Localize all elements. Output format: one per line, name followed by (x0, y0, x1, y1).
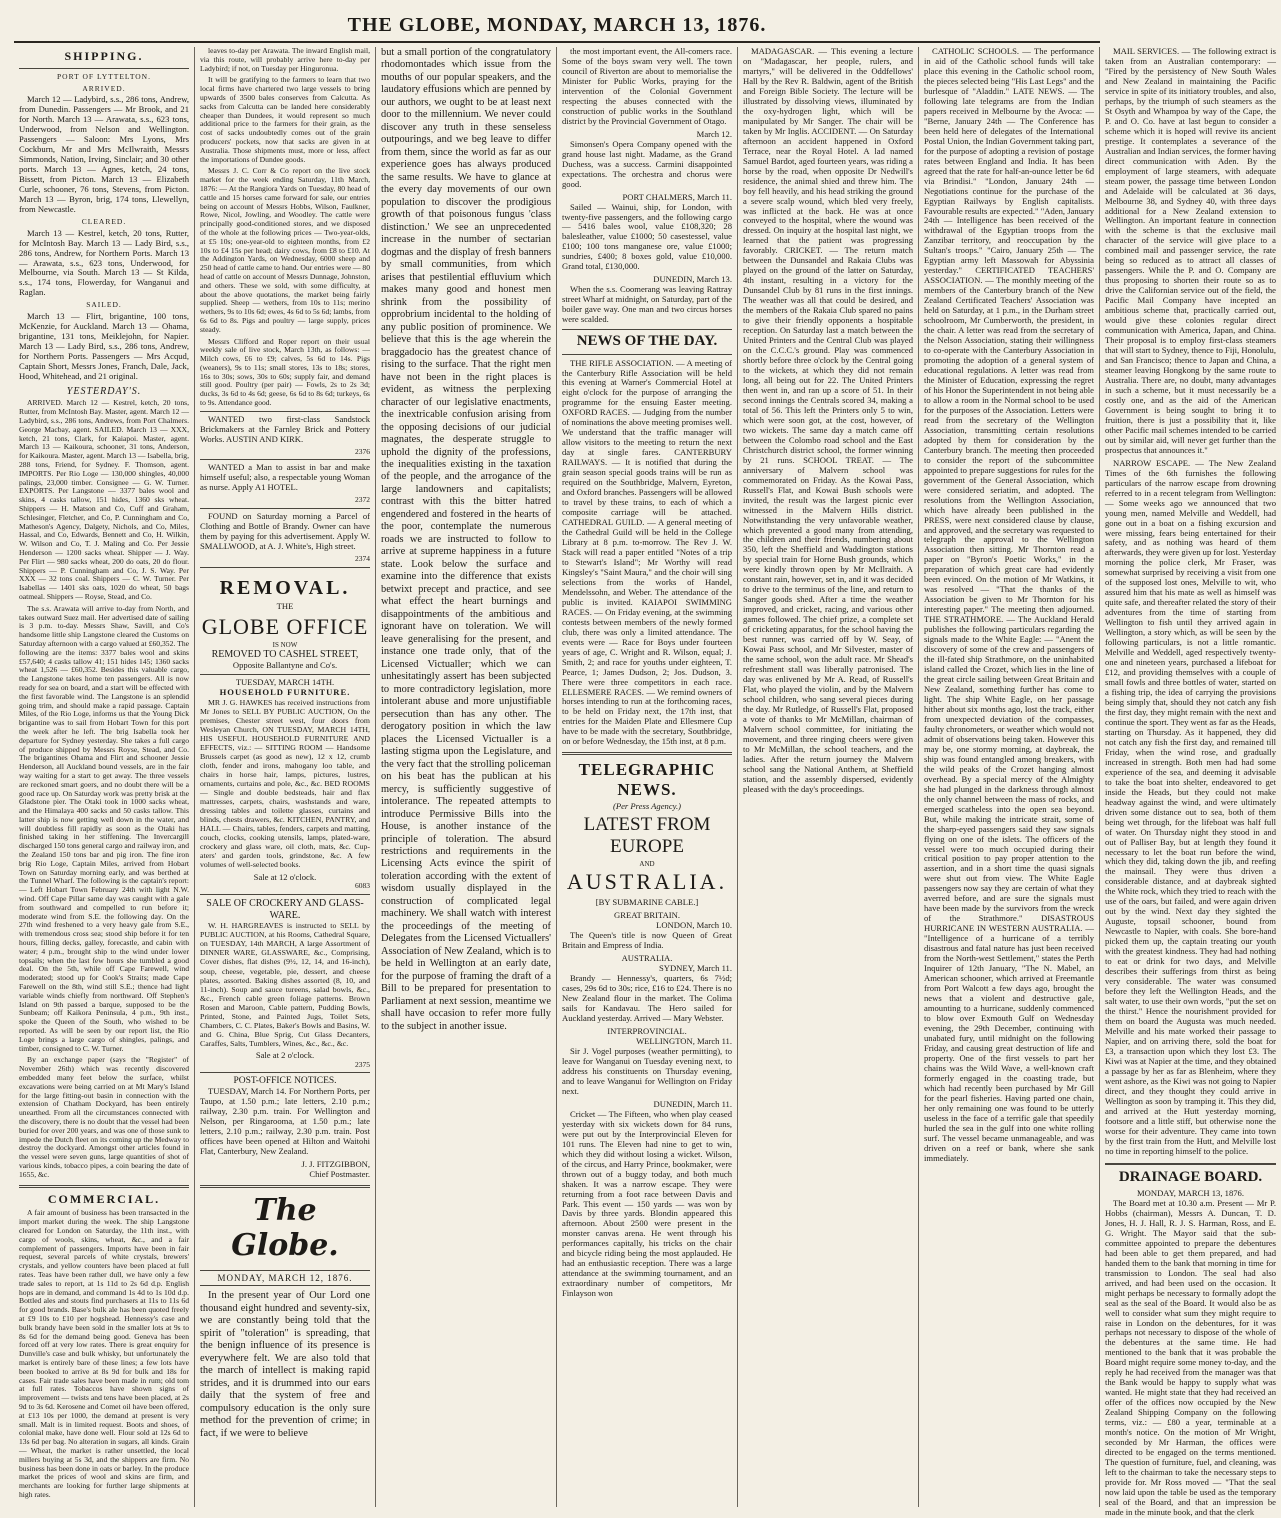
tele-agency: (Per Press Agency.) (612, 800, 681, 811)
post-heading: POST-OFFICE NOTICES. (233, 1076, 337, 1087)
narrow-escape-text: NARROW ESCAPE. — The New Zealand Times of the 6th furnishes the following particulars of the narrow escape from drowning referred to in a recent telegram from Wellington: — Some weeks ago we announced that two young men, named Melville and Weddell, had gone out in a boat on a fishing excursion and were missing, fears being entertained for their safety, and as nothing was heard of them afterwards, they were given up for lost. Yesterday morning the police clerk, Mr Fraser, was somewhat surprised by receiving a visit from one of the supposed lost ones, Melville to wit, who assured him that his mate as well as himself was quite safe, and thereafter related the story of their adventures from the time of starting from Wellington to fish until they arrived again in Wellington, a story which, as will be seen by the following particulars, is not a little romantic. Melville and Weddell, aged respectively twenty-one and nineteen years, purchased a lifeboat for £12, and providing themselves with a couple of small fowls and three bottles of water, started on a fishing trip, the idea of carrying the provisions being simply that, should they not catch any fish the first day, they might remain with the next and continue the sport. They went as far as the Heads, starting on Thursday. As it happened, they did not catch any fish the first day, and remained till Friday, when the wind rose, and gradually increased in strength. Both men had had some experience of the sea, and deeming it advisable to take the boat into shelter, endeavored to get inside the Heads, but they could not make headway against the wind, and were ultimately driven some distance out to sea, both of them being wet through, for the lifeboat was half full of water. On Thursday night they stood in and out of Palliser Bay, but at length they found it necessary to let the boat run before the wind, which they did, taking down the jib, and reefing the mainsail. They were thus driven a considerable distance, and at daybreak sighted the White rock, which they tried to reach with the use of the oars, but failed, and were again driven out by the wind. Next day they sighted the Auguste, topsail schooner, bound from Newcastle to Napier, with coals. She bore-hand picked them up, the captain treating our youth with the greatest kindness. They had had nothing to eat or drink for two days, and Melville describes their sufferings from thirst as being very considerable. The water was consumed before they left the Wellington Heads, and the salt water, to use their own words, "put the set on the thirst." Hence the nourishment provided for them on board the Augusta was much needed. Melville and his mate worked their passage to Napier, and on arriving there, sold the boat for £3, a transaction upon which they lost £3. The Kiwi was at Napier at the time, and they obtained a passage by her as far as Blenheim, where they went ashore, as the Kiwi was not going to Napier direct, and they thought they could arrive in Wellington as soon by tramping it. This they did, and arrived at the Hutt yesterday morning, footsore and a little stiff, but otherwise none the worse for their adventure. They came into town by the first train from the Hutt, and Melville lost no time in reporting himself to the police. (1105, 457, 1276, 1156)
ad-number: 2372 (355, 495, 370, 505)
tele-gb-date: LONDON, March 10. (656, 920, 732, 931)
tele-dun-text: Cricket — The Fifteen, who when play ceased yesterday with six wickets down for 84 runs, were put out by the Interprovincial Eleven for 101 runs. The Eleven had nine to get to win, which they did without losing a wicket. Wilson, of the circus, and Harry Prince, bookmaker, were thrown out of a buggy today, and both much shaken. It was a narrow escape. They were returning from a foot race between Davis and Park. This event — 150 yards — was won by Davis by three yards. Blondin appeared this afternoon. About 2500 were present in the monster canvas arena. He went through his performances capitally, his tricks on the chair and bicycle riding being the most applauded. He had an enthusiastic reception. There was a large attendance at the swimming tournament, and an extraordinary number of competitors, Mr Finlayson won (562, 1108, 732, 1299)
shipping-notes: The s.s. Arawata will arrive to-day from North, and takes outward Suez mail. Her advertised date of sailing is 3 p.m. to-day. Messrs Shaw, Savill, and Co's handsome little ship Langstone cleared the Customs on Saturday afternoon with a cargo valued at £60,352. The following are the items: 3377 bales wool and skins £57,640; 4 casks tallow 41; 151 hides 145; 1360 sacks wheat 1,526 — £60,352. Besides this valuable cargo, the Langstone takes home ten passengers. All is now ready for sea on board, and a start will be effected with the first favorable wind. The Langstone is an splendid going trim, and should make a rapid passage. Captain Miles, of the Rio Loge, informs us that the Young Dick brigantine was to sail from Hobart Town for this port the week after he left. The brig Isabella took her departure for Sydney yesterday. She takes a full cargo of produce shipped by Messrs Royse, Stead, and Co. The brigantines Ohama and Flirt and schooner Jessie Henderson, all Auckland bound vessels, are in the fair way waiting for a start to get away. The three vessels are reckoned smart goers, and no doubt there will be a good race up. On Saturday work was pretty brisk at the Gladstone pier. The Otaki took in 1000 sacks wheat, and the Himalaya 400 sacks and 50 casks tallow. This latter ship is now getting well down in the water, and will doubtless fill rapidly as soon as the Otaki has finished taking in her stiffening. The Invercargill discharged 150 tons general cargo and railway iron, and the Zealand 150 tons bar and pig iron. The fine iron brig Rio Loge, Captain Miles, arrived from Hobart Town on Saturday morning early, and was berthed at the Tunnel Wharf. The following is the captain's report: — Left Hobart Town February 24th with light N.W. wind. Off Cape Pillar same day was caught with a gale from southward and compelled to run before it; moderate wind from S.E. the following day. On the 27th wind freshened to a very heavy gale from S.E., with tremendous cross sea; stood ship before it for ten hours, filling decks, galley, forecastle, and cabin with water; 4 p.m., brought ship to the wind under lower topsails; when the last few hours she tumbled a good deal. On the 5th, while off Cape Farewell, wind moderated; stood up for Cook's Straits; made Cape Farewell on the 8th, wind still S.E.; thence had light variable winds chiefly from northward. Off Stephen's Island on 9th passed a barque, supposed to be the Sunbeam; off Kaikora Peninsula, 4 p.m., 9th inst., spoke the Queen of the South, who wished to be reported. As will be seen by our report list, the Rio Loge brings a large cargo of shingles, palings, and timber, consigned to C. W. Turner. (19, 603, 189, 1053)
dunedin-text: When the s.s. Coomerang was leaving Rattray street Wharf at midnight, on Saturday, part of the boiler gave way. One man and two circus horses were scalded. (562, 284, 732, 325)
mail-text: leaves to-day per Arawata. The inward English mail, via this route, will probably arrive here to-day per Ladybird; if not, on Tuesday per Hinguronua. (200, 46, 370, 73)
commercial-text: A fair amount of business has been transacted in the import market during the week. The ship Langstone cleared for London on Saturday, the 11th inst., with cargo of wools, skins, wheat, &c., and a fair complement of passengers. Imports have been in fair request, several parcels of white crystals, brewers' crystals, and yellow counters have been placed at full rates. Teas have been rather dull, we have only a few trade sales to report, at 1s 11d to 2s 6d d.p. English hops are in demand, and command 1s 4d to 1s 10d d.p. Bottled ales and stouts find purchasers at 11s to 11s 6d for good brands. Base's bulk ale has been quoted freely at £9 10s to £10 per hogshead. Hennessy's case and bulk brandy have been sold in the smaller lots at 9s to 8s 6d for the demand being good. Geneva has been forced off at very low rates. There is great enquiry for Dunville's case and bulk whisky, but unfortunately the market is entirely bare of these lines; a few lots have been booked to arrive at 8s 9d for bulk and 18s for cases. Fair trade sales have been made in rum; old tom at full rates. Tobaccos have shown signs of improvement — twists and tens have been placed, at 2s 9d to 3s 6d. Kerosene and Comet oil have been offered, at £13 10s per 1000, the demand at present is very small. Malt is in limited request. Boots and shoes, of colonial make, have done well. Flour sold at 12s 6d to 13s 6d per bag. No alteration in sugars, all kinds. Grain — Wheat, the market is rather unsettled, the local millers buying at 5s 3d, and the shippers are firm. No business has been done in oats or barley. In the produce market the prices of wool and skins are firm, and merchants are looking for further large shipments at high rates. (19, 1208, 189, 1499)
cleared-text: March 13 — Kestrel, ketch, 20 tons, Rutter, for McIntosh Bay. March 13 — Lady Bird, s.s., 286 tons, Andrew, for Northern Ports. March 13 — Arawata, s.s., 623 tons, Underwood, for Melbourne, via South. March 13 — St Kilda, s.s., 174 tons, Flowerday, for Wanganui and Raglan. (19, 227, 189, 298)
divider (19, 68, 189, 69)
mail-services-text: MAIL SERVICES. — The following extract is taken from an Australian contemporary: — "Fired by the persistency of New South Wales and New Zealand in maintaining the Pacific service in spite of its initiatory troubles, and also, perhaps, by the triumph of such steamers as the St Osyth and Whampoa by way of the Cape, the P. and O. Co. have at last begun to consider a scheme which it is hoped will revive its ancient prestige. It contemplates a severance of the Australian and Indian services, the former having direct communication with Aden. By the employment of large steamers, with adequate steam power, the passage time between London and Adelaide will be calculated at 36 days, Melbourne 38, and Sydney 40, with three days additional for a New Zealand extension to Wellington. An important feature in connection with the scheme is that the exclusive mail character of the service will give place to a combined mail and passenger service, the rate being so reduced as to attract all classes of passengers. While the P. and O. Company are thus proposing to shorten their route so as to drive the Californian service out of the field, the Pacific Mail Company have incepted an ambitious scheme that, practically carried out, would give these colonies regular direct communication with America, Japan, and China. Their proposal is to employ first-class steamers that will start to Sydney, thence to Fiji, Honolulu, and San Francisco; thence to Japan and China, a steamer leaving Hongkong by the same route to Australia. There are, no doubt, many advantages in such a scheme, but it must necessarily be a costly one, and as the aid of the American Government is being sought to bring it to fruition, there is just a possibility that it, like other Pacific mail schemes intended to be carried out by similar aid, will never get further than the prospectus that announces it." (1105, 46, 1276, 455)
divider (200, 1185, 370, 1188)
ad-number: 6083 (355, 881, 370, 891)
masthead: THE GLOBE, MONDAY, MARCH 13, 1876. (14, 8, 1100, 43)
ad-number: 2376 (355, 446, 370, 456)
sale-heading: HOUSEHOLD FURNITURE. (219, 686, 351, 697)
column-1 (14, 47, 195, 1507)
removal-heading: REMOVAL. (219, 576, 351, 599)
drainage-text: The Board met at 10.30 a.m. Present — Mr P. Hobbs (chairman), Messrs A. Duncan, T. D. Jones, H. J. Hall, R. J. S. Harman, Ross, and E. G. Wright. The Mayor said that the sub-committee appointed to prepare the debentures had been able to get them prepared, and had handed them to the bank that morning in time for transmission to London. The seal had also arrived, and had been used on the occasion. It might perhaps be necessary to formally adopt the seal as the seal of the Board. It would also be as well to consider what sum they might require to raise in London on the debentures, for it was perhaps not necessary to dispose of the whole of the debentures at the same time. He had mentioned to the bank that it was probable the Board might require some money to-day, and the reply he had received from the manager was that the Bank would be happy to supply what was wanted. He might state that they had received an offer of the offices now occupied by the New Zealand Shipping Company on the following terms, viz.: — £80 a year, terminable at a month's notice. On the motion of Mr Wright, seconded by Mr Harman, the offices were directed to be engaged on the terms mentioned. The question of furniture, fuel, and cleaning, was left to the chairman to take the necessary steps to provide for. Mr Ross moved — "That the seal now laid upon the table be used as the temporary seal of the Board, and that an impression be made in the minute book, and that the clerk (1105, 1197, 1276, 1517)
the-globe-title: The Globe. (231, 1193, 339, 1263)
clifford-text: Messrs Clifford and Roper report on their usual weekly sale of live stock, March 13th, as follows: — Milch cows, £6 to £9; calves, 5s 6d to 14s. Pigs (weaners), 9s to 11s; small stores, 13s to 18s; stores, 16s to 30s; sows, 30s to 60s; supply fair, and demand still good. Poultry (per pair) — Fowls, 2s to 2s 3d; ducks, 3s 6d to 4s 6d; geese, 6s 6d to 8s 6d; turkeys, 6s to 9s. Attendance good. (200, 336, 370, 408)
removal-address: REMOVED TO CASHEL STREET, (211, 649, 359, 661)
sailed-heading: SAILED. (86, 300, 122, 310)
drainage-board-heading: DRAINAGE BOARD. (1105, 1163, 1276, 1186)
sale-text: MR J. G. HAWKES has received instructions from Mr Jones to SELL BY PUBLIC AUCTION, On the premises, Chester street west, four doors from Wesleyan Church, ON TUESDAY, MARCH 14TH, HIS USEFUL HOUSEHOLD FURNITURE AND EFFECTS, viz.: — SITTING ROOM — Handsome Brussels carpet (as good as new), 12 x 12, crumb cloth, fender and irons, mahogany loo table, and chairs in horse hair, lamps, pictures, lustres, ornaments, curtains and pole, &c., &c. BED ROOMS — Single and double bedsteads, hair and flax mattresses, carpets, chairs, washstands and ware, dressing tables and toilette glasses, curtains and blinds, chests drawers, &c. KITCHEN, PANTRY, and HALL — Chairs, tables, fenders, carpets and matting, couch, clocks, cooking utensils, lamps, plated-ware, crockery and glass ware, oil cloth, mats, &c. Cup-aters' and garden tools, grindstone, &c. A few volumes of well-selected books. (200, 697, 370, 870)
tele-cable: [BY SUBMARINE CABLE.] (595, 897, 699, 908)
shipping-continued: the most important event, the All-comers race. Some of the boys swam very well. The town council of Riverton are about to memorialise the Minister for Public Works, praying for the intervention of the Colonial Government respecting the abuses connected with the construction of public works in the Southland district by the Provincial Government of Otago. (562, 46, 732, 126)
dateline: MONDAY, MARCH 12, 1876. (200, 1270, 370, 1286)
crockery-text: W. H. HARGREAVES is instructed to SELL by PUBLIC AUCTION, at his Rooms, Cathedral Square, on TUESDAY, 14th MARCH, A large Assortment of DINNER WARE, GLASSWARE, &c., Comprising, Cover dishes, flat dishes (9½, 12, 14, and 16-inch), soup, cheese, vegetable, pie, dessert, and cheese plates, assorted. Baking dishes assorted (8, 10, and 11-inch). Soup and sauce tureens, salad bowls, &c., &c., French cable green foliage patterns. Brown Rosen and Maroon, Cable pattern, Pudding Bowls, Printed, Stone, and Painted Jugs, Toilet Sets, Chambers, C. C. Plates, Baker's Bowls and Basins, W. and G. China, Blue Sprig, Cut Glass Decanters, Caraffes, Salts, Tumblers, Wines, &c., &c., &c. (200, 921, 370, 1048)
sale-footer: Sale at 12 o'clock. (253, 871, 317, 882)
yesterday-heading: YESTERDAY'S. (66, 385, 142, 397)
port-heading: PORT OF LYTTELTON. (57, 71, 151, 81)
tele-au-date: SYDNEY, March 11. (658, 963, 732, 974)
sale-date: TUESDAY, MARCH 14TH. (235, 676, 335, 687)
ad-wanted-man (200, 459, 370, 505)
columns (14, 46, 1276, 1517)
column-6 (919, 47, 1100, 1507)
sailed-text: March 13 — Flirt, brigantine, 100 tons, McKenzie, for Auckland. March 13 — Ohama, brigantine, 131 tons, Meiklejohn, for Napier. March 13 — Lady Bird, s.s., 286 tons, Andrew, for Northern Ports. Passengers — Mrs Acqud, Captain Short, Messrs Jones, Franch, Dale, Jack, Hood, Whitehead, and 21 original. (19, 311, 189, 381)
post-text: TUESDAY, March 14. For Northern Ports, per Taupo, at 1.50 p.m.; late letters, 2.10 p.m.; railway, 2.30 p.m. train. For Wellington and Nelson, per Ringarooma, at 1.50 p.m.; late letters, 2.10 p.m.; railway, 2.30 p.m. train. Post offices have been opened at Hilton and Waitohi Flat, Canterbury, New Zealand. (200, 1086, 370, 1157)
ad-found-parcel (200, 508, 370, 564)
opera-text: Simonsen's Opera Company opened with the grand house last night. Madame, as the Grand Duchess, was a success. Carmini disappointed expectations. The orchestra and chorus were good. (562, 138, 732, 189)
ad-number: 2375 (355, 1059, 370, 1069)
news-continued: MADAGASCAR. — This evening a lecture on "Madagascar, her people, rulers, and martyrs," will be delivered in the Oddfellows' Hall by the Rev R. Baldwin, agent of the British and Foreign Bible Society. The lecture will be illustrated by dissolving views, illuminated by the oxy-hydrogen light, which will be manipulated by Mr Sanger. The chair will be taken by Mr Inglis. ACCIDENT. — On Saturday afternoon an accident happened in Oxford Terrace, near the Royal Hotel. A lad named Samuel Bardot, aged fourteen years, was riding a horse by the road, when opposite Dr Nedwill's residence, the animal shied and threw him. The boy fell heavily, and his head striking the ground a severe scalp wound, which bled very freely, was inflicted at the back. He was at once conveyed to the hospital, where the wound was dressed. On inquiry at the hospital last night, we learned that the patient was progressing favorably. CRICKET. — The return match between the Dunsandel and Rakaia Clubs was played on the ground of the latter on Saturday, 4th instant, resulting in a victory for the Dunsandel Club by 81 runs in the first innings. The weather was all that could be desired, and the members of the Rakaia Club spared no pains to give their friendly opponents a hospitable reception. On Saturday last a match between the United Printers and the Central Club was played on the C.C.C.'s ground. Play was commenced shortly before three o'clock by the Central going to the wickets, at which they did not remain long, all being out for 22. The United Printers then went in, and ran up a score of 51. In their second innings the Centrals scored 34, making a total of 56. This left the Printers only 5 to win, which were soon got, at the cost, however, of two wickets. The same day a match came off between the Colombo road school and the East Christchurch district school, the former winning by 21 runs. SCHOOL TREAT. — The anniversary of Malvern school was commemorated on Friday. As the Kowai Pass, Russell's Flat, and Kowai Bush schools were invited, the result was the largest picnic ever witnessed in the Malvern Hills district. Notwithstanding the very unfavorable weather, which prevented a good many from attending, the children and their friends, numbering about 350, left the Sheffield and Waddington stations by special train for Horne Bush grounds, which were kindly thrown open by Mr McIlraith. A constant rain, however, set in, and it was decided to drive to the terminus of the line, and return to Sanger goods shed. After a time the weather improved, and cricket, racing, and various other games followed. The chief prize, a complete set of cricketing apparatus, for the school having the best runner, was carried off by W. Seay, of Kowai Pass school, and Mr Silvester, master of the same school, won the adult race. Mr Shead's refreshment stall was liberally patronised. The day was enlivened by Mr A. Read, of Russell's Flat, who played the violin, and by the Malvern school children, who sang several pieces during the day. Mr Rutledge, of Russell's Flat, proposed a vote of thanks to Mr McMillan, chairman of Malvern school committee, for initiating the movement, and three ringing cheers were given to Mr McMillan, the school teachers, and the ladies. After the return journey the Malvern school sang the National Anthem, at Sheffield station, and the assembly dispersed, evidently pleased with the day's proceedings. (743, 46, 913, 794)
crockery-heading: SALE OF CROCKERY AND GLASS-WARE. (206, 898, 364, 921)
furniture-sale (200, 674, 370, 891)
tele-wel-text: Sir J. Vogel purposes (weather permitting), to leave for Wanganui on Tuesday evening next, to address his constituents on Thursday evening, and to leave Wanganui for Wellington on Friday next. (562, 1045, 732, 1096)
dunedin-dateline: DUNEDIN, March 13. (653, 274, 732, 285)
column-4 (557, 47, 738, 1507)
post-office-notices (200, 1072, 370, 1180)
news-continued-2: CATHOLIC SCHOOLS. — The performance in aid of the Catholic school funds will take place this evening in the Catholic school room, the pieces selected being "His Last Legs" and the burlesque of "Aladdin." LATE NEWS. — The following late telegrams are from the Indian papers received in Melbourne by the Avoca: — "Berne, January 24th — The Conference has been held here of delegates of the International Postal Union, the Indian Government taking part, for the purpose of adopting a revision of postage rates between England and India. It has been agreed that the rate for half-an-ounce letter be 6d via Brindisi." "London, January 24th — Negotiations continue for the purchase of the Egyptian Railways by English capitalists. Favourable results are expected." "Aden, January 24th — Intelligence has been received of the withdrawal of the Egyptian troops from the Zanzibar territory, and reoccupation by the Sultan's troops." "Cairo, January 25th — The Egyptian army left Massowah for Abyssinia yesterday." CERTIFICATED TEACHERS' ASSOCIATION. — The monthly meeting of the members of the Canterbury branch of the New Zealand Certificated Teachers' Association was held on Saturday, at 1 p.m., in the Durham street schoolroom, Mr Cumberworth, the president, in the chair. A letter was read from the secretary of the Nelson Association, stating their willingness to co-operate with the Canterbury Association in promoting the adoption of a general system of educational regulations. A letter was read from the Minister of Education, expressing the regret of his Honor the Superintendent in not being able to allow a room in the Normal school to be used for the purposes of the Association. Letters were read from the secretary of the Wellington Association, transmitting certain resolutions adopted by them for consideration by the Canterbury branch. The meeting then proceeded to consider the report of the subcommittee appointed to prepare suggestions for rules for the government of the General Association, which were considered seriatim, and adopted. The resolutions from the Wellington Association, which have already been published in the PRESS, were next considered clause by clause, and approved, and the secretary was requested to telegraph the approval to the Wellington Association then sitting. Mr Thornton read a paper on "Byron's Poetic Works," in the preparation of which great care had evidently been evinced. On the motion of Mr Watkins, it was resolved — "That the thanks of the Association be given to Mr Thornton for his interesting paper." The meeting then adjourned. THE STRATHMORE. — The Auckland Herald publishes the following particulars regarding the signals made to the White Eagle: — "Anent the discovery of some of the crew and passengers of the ill-fated ship Strathmore, on the uninhabited island called the Crozet, which lies in the line of the great circle sailing between Great Britain and New Zealand, something further has come to light. The ship White Eagle, on her passage hither about six months ago, lost the track, either from unexpected deviation of the compasses, faulty chronometers, or weather which would not admit of observations being taken. However this may be, one stormy morning, at daybreak, the ship was found entangled among breakers, with the wild peaks of the Crozet hanging almost overhead. By a special mercy of the Almighty she had plunged in the darkness through almost the only channel between the mass of rocks, and emerged scatheless into the open sea beyond. But, while making the intricate strait, some of the sharp-eyed passengers said they saw signals flying on one of the islets. The officers of the vessel were too much occupied during their critical position to pay proper attention to the assertion, and in a short time the quasi signals were shut out from view. The White Eagle passengers now say they are certain of what they averred before, and are sure the signals must have been made by the survivors from the wreck of the Strathmore." DISASTROUS HURRICANE IN WESTERN AUSTRALIA. — "Intelligence of a hurricane of a terribly disastrous and fatal nature has just been received from the North-west Settlement," states the Perth Inquirer of 12th January, "The N. Mabel, an American schooner, which arrived at Freemantle from Port Walcott a few days ago, brought the news that a violent and destructive gale, amounting to a hurricane, suddenly commenced to blow over Exmouth Gulf on Wednesday evening, the 29th December, continuing with unabated fury, until midnight on the following Friday, and causing great destruction of life and property. One of the first vessels to part her chains was the Wild Wave, a well-known craft formerly engaged in the coasting trade, but which had recently been purchased by Mr Gill for the pearl fisheries. Having parted one chain, her only remaining one was found to be utterly useless in the face of a terrific gale that speedily hurled the sea in the gulf into one white rolling surf. The vessel became unmanageable, and was driven on a reef or bank, where she sank immediately. (924, 46, 1094, 1163)
removal-notice (200, 567, 370, 671)
tele-and: AND (639, 859, 655, 868)
tele-wel-date: WELLINGTON, March 11. (636, 1036, 732, 1047)
tele-inter-heading: INTERPROVINCIAL. (607, 1026, 687, 1037)
post-signature: J. J. FITZGIBBON, (301, 1159, 370, 1170)
removal-the: THE (276, 600, 294, 611)
telegraphic-heading: TELEGRAPHIC NEWS. (578, 760, 716, 800)
removal-opposite: Opposite Ballantyne and Co's. (232, 660, 338, 670)
farm-text: It will be gratifying to the farmers to learn that two local firms have chartered two large vessels to bring upwards of 3500 bales conserves from Calcutta. As sacks from Calcutta can be landed here considerably cheaper than Dundees, it would represent so much additional price to the farmers for their grain, as the cost of sacks undoubtedly comes out of the grain producers' pockets, now that sacks are given in at Australia. Those shipments must, more or less, affect the importations of Dundee goods. (200, 75, 370, 164)
tele-dun-date: DUNEDIN, March 11. (653, 1098, 732, 1109)
yesterday-text: ARRIVED. March 12 — Kestrel, ketch, 20 tons, Rutter, from McIntosh Bay. Master, agent. March 12 — Ladybird, s.s., 286 tons, Andrews, from Port Chalmers. George Macbay, agent. SAILED. March 13 — XXX, ketch, 21 tons, Clark, for Kaiapoi. Master, agent. March 13 — Kaikoura, schooner, 31 tons, Anderson, for Kaikoura. Master, agent. March 13 — Isabella, brig, 288 tons, Friend, for Sydney. F. Thomson, agent. IMPORTS. Per Rio Loge — 130,000 shingles, 40,000 palings, 23,000 timber. Consignee — G. W. Turner. EXPORTS. Per Langstone — 3377 bales wool and skins, 4 casks tallow, 151 hides, 1360 sks wheat. Shippers — H. Matson and Co, Cuff and Graham, Schlesinger, Fletcher, and Co, P. Cunningham and Co, Matheson's Agency, Dalgety, Nichols, and Co, Miles, Hassal, and Co, Edwards, Bennett and Co, H. Wilkin, W. Wilson and Co, T. J. Maling and Co. Per Jessie Henderson — 1200 sacks wheat. Shipper — J. Way. Per Flirt — 980 sacks wheat, 200 do oats, 20 do flour. Shippers — P. Cunningham and Co, J. S. Way. Per XXX — 32 tons coal. Shippers — C. W. Turner. Per Isabellas — 1401 sks oats, 1020 do wheat, 50 bags oatmeal. Shippers — Royse, Stead, and Co. (19, 398, 189, 601)
ad-wanted-man-text: WANTED a Man to assist in bar and make himself useful; also, a respectable young Woman as nurse. Apply A1 HOTEL. (200, 462, 370, 493)
column-7 (1100, 46, 1281, 1517)
removal-is-now: IS NOW (272, 641, 298, 650)
drainage-date: MONDAY, MARCH 13, 1876. (1137, 1187, 1244, 1198)
tele-australia: AUSTRALIA. (566, 868, 728, 894)
commercial-heading: COMMERCIAL. (47, 1191, 161, 1206)
stock-text: Messrs J. C. Corr & Co report on the live stock market for the week ending Saturday, 11th March, 1876: — At the Rangiora Yards on Tuesday, 80 head of cattle and 15 horses came forward for sale, our entries being on account of Messrs Hobbs, Wilson, Faulkner, Rowe, Nicol, Jowling, and Woodley. The cattle were principally good-conditioned stores, and we disposed of the whole at the following prices — Two-year-olds, at £5 10s; one-year-old to eighteen months, from £2 10s to £4 15s per head; dairy cows, from £8 to £10. At the Addington Yards, on Wednesday, 6000 sheep and 250 head of cattle came to hand. Our entries were — 80 head of cattle on account of Messrs Dunnage, Johnston, and others. These we sold, with some difficulty, at about the above quotations, the market being fairly supplied. Sheep — wethers, from 10s to 11s; merino wethers, 9s to 10s 6d; ewes, 4s 6d to 5s 6d; lambs, from 6s 6d to 8s. Pigs and poultry — large supply, prices steady. (200, 166, 370, 334)
divider (562, 752, 732, 755)
crockery-footer: Sale at 2 o'clock. (255, 1049, 315, 1060)
arrived-text: March 12 — Ladybird, s.s., 286 tons, Andrew, from Dunedin. Passengers — Mr Brook, and 21 for North. March 13 — Arawata, s.s., 623 tons, Underwood, from Nelson and Wellington. Passengers — Saloon: Mrs Lyons, Mrs Cockburn, Mr and Mrs McIlwraith, Messrs Simmonds, Nation, Irving, Sinclair; and 30 other ports. March 13 — Agnes, ketch, 24 tons, Bissett, from Picton. March 13 — Elizabeth Curle, schooner, 76 tons, Stevens, from Picton. March 13 — Byron, brig, 174 tons, Llewellyn, from Newcastle. (19, 94, 189, 214)
ad-number: 2374 (355, 553, 370, 563)
cleared-heading: CLEARED. (81, 216, 127, 226)
post-signature-title: Chief Postmaster. (309, 1169, 370, 1180)
tele-latest: LATEST FROM EUROPE (583, 813, 711, 857)
port-chalmers-text: Sailed — Wainui, ship, for London, with twenty-five passengers, and the following cargo — 5416 bales wool, value £108,320; 28 balesleather, value £1000; 50 casestessel, value £100; 100 tons manganese ore, value £1000; sundries, £400; 8 boxes gold, value £10,000. Grand total, £130,000. (562, 201, 732, 272)
dockyard-notes: By an exchange paper (says the "Register" of November 26th) which was recently discovered embedded many feet below the surface, whilst excavations were being carried on at Mt Mary's Island for the large fitting-out basin in connection with the extension of Chatham Dockyard, has been entirely unearthed. From all the circumstances connected with the discovery, there is no doubt that the vessel had been buried for over 200 years, and was one of those sunk to impede the Dutch fleet on its coming up the Medway to destroy the dockyard. Amongst other articles found in the vessel were seven guns, large quantities of shot of various kinds, tobacco pipes, a coin bearing the date of 1655, &c. (19, 1055, 189, 1179)
ad-brickmakers (200, 411, 370, 457)
editorial-continued: but a small portion of the congratulatory rhodomontades which issue from the mouths of our popular speakers, and the laudatory effusions which are penned by our authors, we ought to be at least next door to the millennium. We never could discover any truth in these senseless outpourings, and we beg leave to differ from them, since the world as far as our experience goes has always produced the same results. We have to glance at the every day movements of our own population to discover the prodigious growth of that poisonous fungus 'class distinction.' We see an unprecedented increase in the number of sectarian dogmas and the display of fresh banners by small communities, from which arises that pestilential effluvium which makes many good and honest men shrink from the possibility of opprobrium incidental to the holding of any public position of prominence. We believe that this is the age wherein the braggadocio has the greatest chance of rising to the surface. That the right men have not been in the right places is evident, as witness the perplexing character of our legislative enactments, the inextricable confusion arising from the opposing decisions of our judicial magnates, the desperate struggle to uphold the dignity of the professions, the inequalities existing in the taxation of the people, and the arrogance of the large landowners and capitalists; contrast with this the bitter hatred engendered and fostered in the hearts of the poor, contemplate the numerous roads we are instructed to follow to arrive at supreme happiness in a future state. Look below the surface and examine into the difference that exists betwixt precept and practice, and see what effect the heart burnings and disappointments of the ambitious and ignorant have on toleration. We will leave generalising for the present, and instance one trade only, that of the Licensed Victualler; which we can unhesitatingly assert has been subjected to more contradictory legislation, more intolerant abuse and more unjustifiable persecution than has any other. The derogatory position in which the law places the Licensed Victualler is a lasting stigma upon the Legislature, and the very fact that the strolling policeman on his beat has the publican at his mercy, is sufficiently suggestive of intolerance. The repeated attempts to introduce Permissive Bills into the House, is another instance of the principle of toleration. The absurd restrictions and requirements in the Licensing Acts evince the spirit of toleration according with the extent of wisdom usually displayed in the construction of complicated legal machinery. We shall watch with interest the proceedings of the meeting of Delegates from the Licensed Victuallers' Association of New Zealand, which is to be held in Wellington at an early date, for the purpose of framing the draft of a Bill to be prepared for presentation to Parliament at next session, meantime we shall have occasion to refer more fully to the subject in another issue. (381, 47, 551, 1032)
news-text: THE RIFLE ASSOCIATION. — A meeting of the Canterbury Rifle Association will be held this evening at Warner's Commercial Hotel at eight o'clock for the purpose of arranging the programme for the ensuing Easter meeting. OXFORD RACES. — Judging from the number of nominations the above meeting promises well. We understand that the traffic manager will allow visitors to the meeting to return the next day at single fares. CANTERBURY RAILWAYS. — It is notified that during the grain season special goods trains will be run as required on the Southbridge, Malvern, Eyreton, and Oxford branches. Passengers will be allowed to travel by these trains, to each of which a composite carriage will be attached. CATHEDRAL GUILD. — A general meeting of the Cathedral Guild will be held in the College Library at 8 p.m. to-morrow. The Rev J. W. Stack will read a paper entitled "Notes of a trip to Stewart's Island"; Mr Worthy will read Kingsley's "Saint Maura," and the choir will sing selections from the works of Handel, Mendelssohn, and Weber. The attendance of the public is invited. KAIAPOI SWIMMING RACES. — On Friday evening, at the swimming contests between members of the newly formed club, there was only a limited attendance. The events were — Race for Boys under fourteen years of age, C. Wright and R. Wilson, equal; J. Smith, 2; and race for youths under eighteen, T. Pearce, 1; James Dudson, 2; Jos. Dudson, 3. There were three competitors in each race. ELLESMERE RACES. — We remind owners of horses intending to run at the forthcoming races, to be held on Friday next, the 17th inst, that entries for the Maiden Plate and Ellesmere Cup have to be made with the secretary, Southbridge, on or before Wednesday, the 15th inst, at 8 p.m. (562, 357, 732, 747)
ad-brickmakers-text: WANTED two first-class Sandstock Brickmakers at the Farnley Brick and Pottery Works. AUSTIN AND KIRK. (200, 413, 370, 444)
news-of-the-day-heading: NEWS OF THE DAY. (562, 329, 732, 354)
crockery-sale (200, 894, 370, 1069)
column-5 (738, 47, 919, 1507)
shipping-heading: SHIPPING. (64, 49, 144, 63)
ad-found-parcel-text: FOUND on Saturday morning a Parcel of Clothing and Bottle of Brandy. Owner can have them by paying for this advertisement. Apply W. SMALLWOOD, at A. J. White's, High street. (200, 511, 370, 551)
arrived-heading: ARRIVED. (82, 83, 126, 93)
tele-gb-heading: GREAT BRITAIN. (614, 910, 680, 921)
divider (19, 1185, 189, 1188)
column-3 (376, 47, 557, 1507)
port-chalmers-dateline: PORT CHALMERS, March 11. (622, 191, 732, 202)
tele-au-heading: AUSTRALIA. (621, 953, 673, 964)
tele-gb-text: The Queen's title is now Queen of Great Britain and Empress of India. (562, 930, 732, 951)
editorial-text: In the present year of Our Lord one thousand eight hundred and seventy-six, we are constantly being told that the spirit of "toleration" is spreading, that the benign influence of its presence is everywhere felt. We are also told that the march of intellect is making rapid strides, and it is drummed into our ears daily that the system of free and compulsory education is the only sure method for the prevention of crime; in fact, if we were to believe (200, 1290, 370, 1439)
dateline-march12: March 12. (696, 128, 732, 139)
column-2 (195, 47, 376, 1507)
globe-office-title: GLOBE OFFICE (201, 613, 369, 639)
tele-au-text: Brandy — Hennessy's, quarters, 6s 7½d; cases, 29s 6d to 30s; rice, £16 to £24. There is no New Zealand flour in the market. The Colima sails for Kandavau. The Hero sailed for Auckland yesterday. Arrived — Mary Webster. (562, 973, 732, 1024)
